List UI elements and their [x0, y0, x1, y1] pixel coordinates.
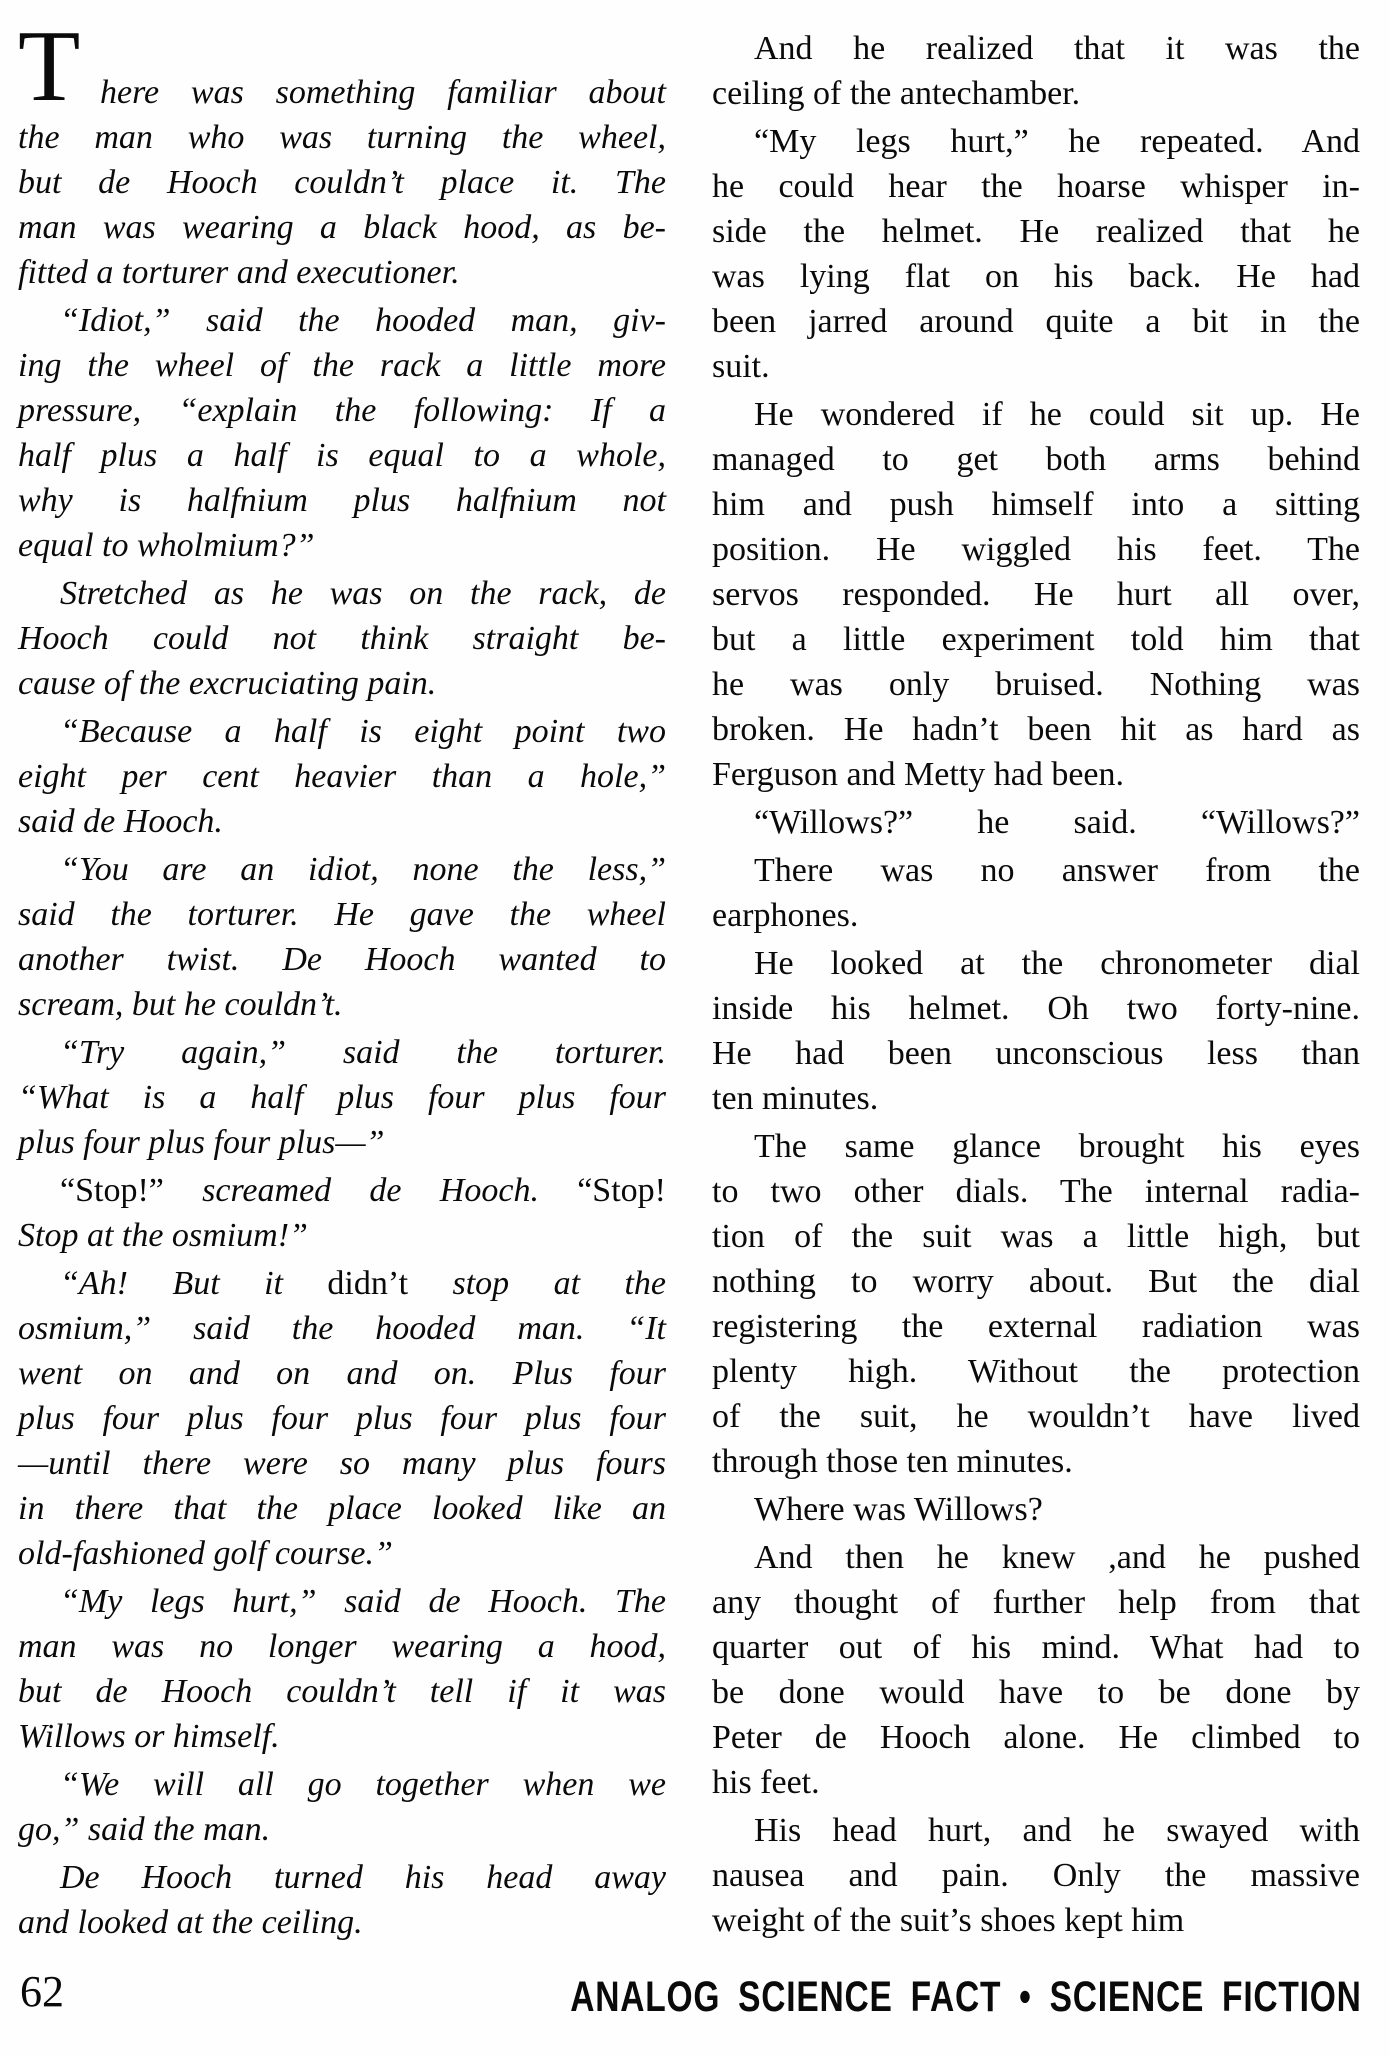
text-line: and looked at the ceiling.	[18, 1904, 363, 1941]
drop-cap: T	[18, 10, 81, 123]
text-line: cause of the excruciating pain.	[18, 665, 437, 702]
text-line: equal to wholmium?”	[18, 527, 315, 564]
text-line: plus four plus four plus—”	[18, 1124, 385, 1161]
paragraph	[18, 10, 666, 295]
text-line: Peter de Hooch alone. He climbed to	[712, 1719, 1360, 1756]
text-line: Stretched as he was on the rack, de	[60, 575, 666, 612]
text-line: Willows or himself.	[18, 1718, 280, 1755]
paragraph	[712, 800, 1360, 845]
page-number: 62	[20, 1967, 64, 2016]
text-line: position. He wiggled his feet. The	[712, 531, 1360, 568]
text-line: of the suit, he wouldn’t have lived	[712, 1398, 1360, 1435]
text-line: Hooch could not think straight be-	[18, 620, 666, 657]
text-line: he could hear the hoarse whisper in-	[712, 168, 1360, 205]
text-line: And he realized that it was the	[754, 30, 1360, 67]
paragraph	[18, 709, 666, 844]
text-line: “Willows?” he said. “Willows?”	[754, 804, 1360, 841]
text-line: There was no answer from the	[754, 852, 1360, 889]
text-line: old-fashioned golf course.”	[18, 1535, 393, 1572]
paragraph	[712, 848, 1360, 938]
text-line: “My legs hurt,” said de Hooch. The	[60, 1583, 666, 1620]
text-line: said the torturer. He gave the wheel	[18, 896, 666, 933]
paragraph	[18, 1579, 666, 1759]
text-line: “You are an idiot, none the less,”	[60, 851, 666, 888]
text-line: in there that the place looked like an	[18, 1490, 666, 1527]
text-line: went on and on and on. Plus four	[18, 1355, 666, 1392]
running-title: ANALOG SCIENCE FACT • SCIENCE FICTION	[570, 1973, 1362, 2021]
paragraph	[18, 1030, 666, 1165]
text-line: tion of the suit was a little high, but	[712, 1218, 1360, 1255]
text-line: here was something familiar about	[100, 74, 666, 111]
text-line: half plus a half is equal to a whole,	[18, 437, 666, 474]
text-line: He had been unconscious less than	[712, 1035, 1360, 1072]
paragraph	[18, 571, 666, 706]
paragraph	[712, 1124, 1360, 1484]
text-line: “Because a half is eight point two	[60, 713, 666, 750]
paragraph	[712, 119, 1360, 389]
text-line: managed to get both arms behind	[712, 441, 1360, 478]
text-line: osmium,” said the hooded man. “It	[18, 1310, 666, 1347]
text-line: nausea and pain. Only the massive	[712, 1857, 1360, 1894]
text-line: De Hooch turned his head away	[60, 1859, 666, 1896]
text-line: another twist. De Hooch wanted to	[18, 941, 666, 978]
text-line: the man who was turning the wheel,	[18, 119, 666, 156]
text-line: “My legs hurt,” he repeated. And	[754, 123, 1360, 160]
text-line: any thought of further help from that	[712, 1584, 1360, 1621]
text-line: be done would have to be done by	[712, 1674, 1360, 1711]
paragraph	[18, 1261, 666, 1576]
right-column	[712, 26, 1360, 1946]
text-line: The same glance brought his eyes	[754, 1128, 1360, 1165]
text-line: suit.	[712, 348, 770, 385]
paragraph	[712, 941, 1360, 1121]
text-line: go,” said the man.	[18, 1811, 271, 1848]
text-line: plenty high. Without the protection	[712, 1353, 1360, 1390]
paragraph	[18, 1762, 666, 1852]
text-line: but de Hooch couldn’t tell if it was	[18, 1673, 666, 1710]
paragraph	[18, 298, 666, 568]
text-line: to two other dials. The internal radia-	[712, 1173, 1360, 1210]
text-line: weight of the suit’s shoes kept him	[712, 1902, 1185, 1939]
text-line: earphones.	[712, 897, 859, 934]
text-line: ceiling of the antechamber.	[712, 75, 1081, 112]
text-line: Where was Willows?	[754, 1491, 1043, 1528]
text-line: registering the external radiation was	[712, 1308, 1360, 1345]
text-line: inside his helmet. Oh two forty-nine.	[712, 990, 1360, 1027]
text-line: been jarred around quite a bit in the	[712, 303, 1360, 340]
text-line: “Try again,” said the torturer.	[60, 1034, 666, 1071]
text-line: ten minutes.	[712, 1080, 879, 1117]
text-line: man was no longer wearing a hood,	[18, 1628, 666, 1665]
text-line: Ferguson and Metty had been.	[712, 756, 1125, 793]
paragraph	[712, 1808, 1360, 1943]
text-line: why is halfnium plus halfnium not	[18, 482, 666, 519]
text-line: plus four plus four plus four plus four	[18, 1400, 666, 1437]
paragraph	[18, 847, 666, 1027]
text-line: side the helmet. He realized that he	[712, 213, 1360, 250]
text-line: but a little experiment told him that	[712, 621, 1360, 658]
text-line: —until there were so many plus fours	[18, 1445, 666, 1482]
text-line: quarter out of his mind. What had to	[712, 1629, 1360, 1666]
text-line: but de Hooch couldn’t place it. The	[18, 164, 666, 201]
text-line: Stop at the osmium!”	[18, 1217, 308, 1254]
text-line: was lying flat on his back. He had	[712, 258, 1360, 295]
text-line: He looked at the chronometer dial	[754, 945, 1360, 982]
paragraph	[18, 1855, 666, 1945]
text-line: he was only bruised. Nothing was	[712, 666, 1360, 703]
text-line: fitted a torturer and executioner.	[18, 254, 460, 291]
paragraph	[712, 26, 1360, 116]
text-line: “What is a half plus four plus four	[18, 1079, 666, 1116]
paragraph	[712, 1535, 1360, 1805]
text-line: his feet.	[712, 1764, 820, 1801]
text-line: And then he knew ,and he pushed	[754, 1539, 1360, 1576]
text-line: “Idiot,” said the hooded man, giv-	[60, 302, 666, 339]
paragraph	[712, 1487, 1360, 1532]
text-line: pressure, “explain the following: If a	[18, 392, 666, 429]
text-line: He wondered if he could sit up. He	[754, 396, 1360, 433]
text-line: through those ten minutes.	[712, 1443, 1073, 1480]
text-line: nothing to worry about. But the dial	[712, 1263, 1360, 1300]
text-line: said de Hooch.	[18, 803, 223, 840]
left-column	[18, 10, 666, 1948]
paragraph	[18, 1168, 666, 1258]
paragraph	[712, 392, 1360, 797]
text-line: “We will all go together when we	[60, 1766, 666, 1803]
text-line: ing the wheel of the rack a little more	[18, 347, 666, 384]
text-line: servos responded. He hurt all over,	[712, 576, 1360, 613]
text-line: “Ah! But it didn’t stop at the	[60, 1265, 666, 1302]
text-line: man was wearing a black hood, as be-	[18, 209, 666, 246]
text-line: him and push himself into a sitting	[712, 486, 1360, 523]
text-line: scream, but he couldn’t.	[18, 986, 343, 1023]
text-line: “Stop!” screamed de Hooch. “Stop!	[60, 1172, 666, 1209]
text-line: broken. He hadn’t been hit as hard as	[712, 711, 1360, 748]
text-line: eight per cent heavier than a hole,”	[18, 758, 666, 795]
text-line: His head hurt, and he swayed with	[754, 1812, 1360, 1849]
